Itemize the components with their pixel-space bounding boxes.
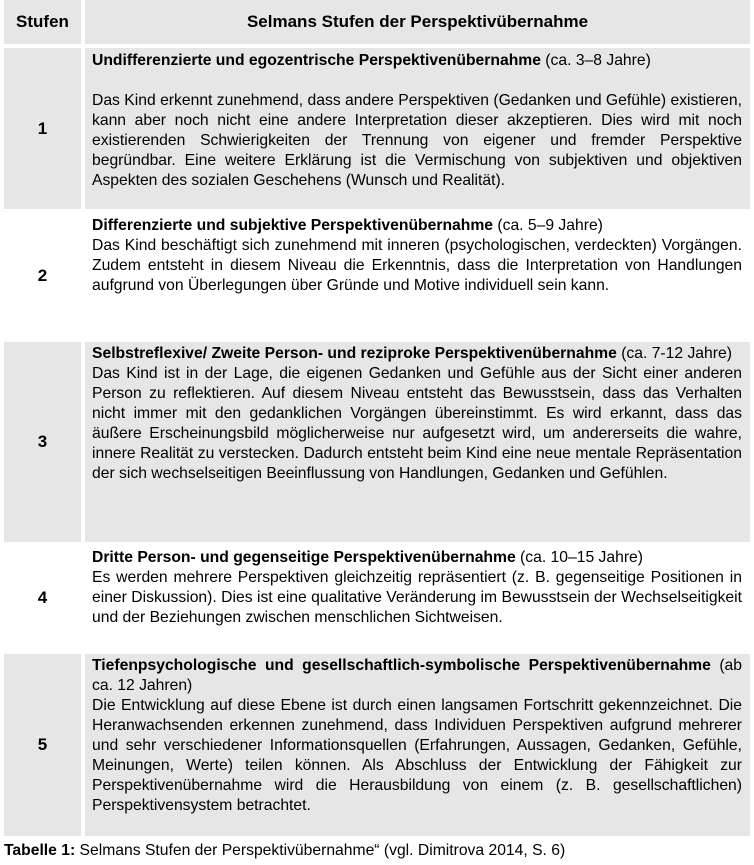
row-4-description-cell (85, 546, 750, 650)
caption-label: Tabelle 1: (4, 842, 76, 859)
row-2-number-cell (4, 213, 81, 338)
row-4-number-cell (4, 546, 81, 650)
row-5-age: (ab ca. 12 Jahren) (92, 657, 742, 694)
row-1-number: 1 (37, 118, 48, 138)
row-3-heading (92, 344, 742, 364)
row-4-number: 4 (37, 588, 48, 607)
row-3-text: Das Kind ist in der Lage, die eigenen Gedanken und Gefühle aus der Sicht einer anderen Person zu reflektieren. Auf diesem Niveau entsteht das Bewusstsein, dass das Verhalten nicht immer mit den gedanklichen Vorgängen übereinstimmt. Es wird erkannt, dass das äußere Erscheinungsbild möglicherweise nur aufgesetzt wird, um andererseits die wahre, innere Realität zu verstecken. Dadurch entsteht beim Kind eine neue mentale Repräsentation der sich wechselseitigen Beeinflussung von Handlungen, Gedanken und Gefühlen. (92, 365, 742, 482)
row-3-age: (ca. 7-12 Jahre) (616, 345, 732, 362)
header-description-label: Selmans Stufen der Perspektivübernahme (246, 12, 589, 31)
row-3-title: Selbstreflexive/ Zweite Person- und reziproke Perspektivenübernahme (92, 345, 617, 362)
header-stufen (4, 0, 81, 44)
row-1-spacer (92, 71, 742, 91)
row-1-text: Das Kind erkennt zunehmend, dass andere Perspektiven (Gedanken und Gefühle) existieren, kann aber noch nicht eine andere Interpretation dieser akzeptieren. Dies wird mit noch existierenden Schwierigkeiten der Trennung von eigener und fremder Perspektive begründbar. Eine weitere Erklärung ist die Vermischung von subjektiven und objektiven Aspekten des sozialen Geschehens (Wunsch und Realität). (92, 92, 742, 189)
row-1-age: (ca. 3–8 Jahre) (540, 52, 651, 69)
row-5-description-cell (85, 654, 750, 836)
row-4-title: Dritte Person- und gegenseitige Perspektivenübernahme (92, 549, 516, 566)
row-5-heading (92, 656, 742, 696)
row-3-number-cell (4, 342, 81, 542)
row-1-number-cell (4, 48, 81, 209)
header-description (85, 0, 750, 44)
row-4-text: Es werden mehrere Perspektiven gleichzeitig repräsentiert (z. B. gegenseitige Positionen in einer Diskussion). Dies ist eine qualitative Veränderung im Bewusstsein der Wechselseitigkeit und der Beziehungen zwischen menschlichen Sichtweisen. (92, 569, 742, 626)
row-1-heading (92, 51, 742, 71)
row-2-title: Differenzierte und subjektive Perspektivenübernahme (92, 217, 494, 234)
row-2-text: Das Kind beschäftigt sich zunehmend mit inneren (psychologischen, verdeckten) Vorgängen. Zudem entsteht in diesem Niveau die Erkenntnis, dass die Interpretation von Handlungen aufgrund von Überlegungen über Gründe und Motive individuell sein kann. (92, 237, 742, 294)
row-3-description-cell (85, 342, 750, 542)
row-4-age: (ca. 10–15 Jahre) (515, 549, 643, 566)
row-2-number: 2 (37, 265, 48, 285)
row-1-description-cell (85, 48, 750, 209)
row-5-text: Die Entwicklung auf diese Ebene ist durch einen langsamen Fortschritt gekennzeichnet. Die Heranwachsenden erkennen zunehmend, dass Individuen Perspektiven aufgrund mehrerer und sehr verschiedener Informationsquellen (Erfahrungen, Aussagen, Gedanken, Gefühle, Meinungen, Werte) teilen können. Als Abschluss der Entwicklung der Fähigkeit zur Perspektivenübernahme wird die Herausbildung von einem (z. B. gesellschaftlichen) Perspektivensystem betrachtet. (92, 697, 742, 814)
header-stufen-label: Stufen (16, 12, 69, 31)
row-5-title: Tiefenpsychologische und gesellschaftlich-symbolische Perspektivenübernahme (92, 657, 711, 674)
row-2-description-cell (85, 213, 750, 338)
row-4-heading (92, 548, 742, 568)
caption-text: Selmans Stufen der Perspektivübernahme“ (vgl. Dimitrova 2014, S. 6) (75, 842, 566, 859)
row-5-number-cell (4, 654, 81, 836)
row-5-number: 5 (37, 735, 48, 754)
table-caption (4, 841, 565, 861)
row-2-heading (92, 216, 742, 236)
row-1-title: Undifferenzierte und egozentrische Perspektivenübernahme (92, 52, 541, 69)
row-3-number: 3 (37, 432, 48, 451)
row-2-age: (ca. 5–9 Jahre) (493, 217, 603, 234)
